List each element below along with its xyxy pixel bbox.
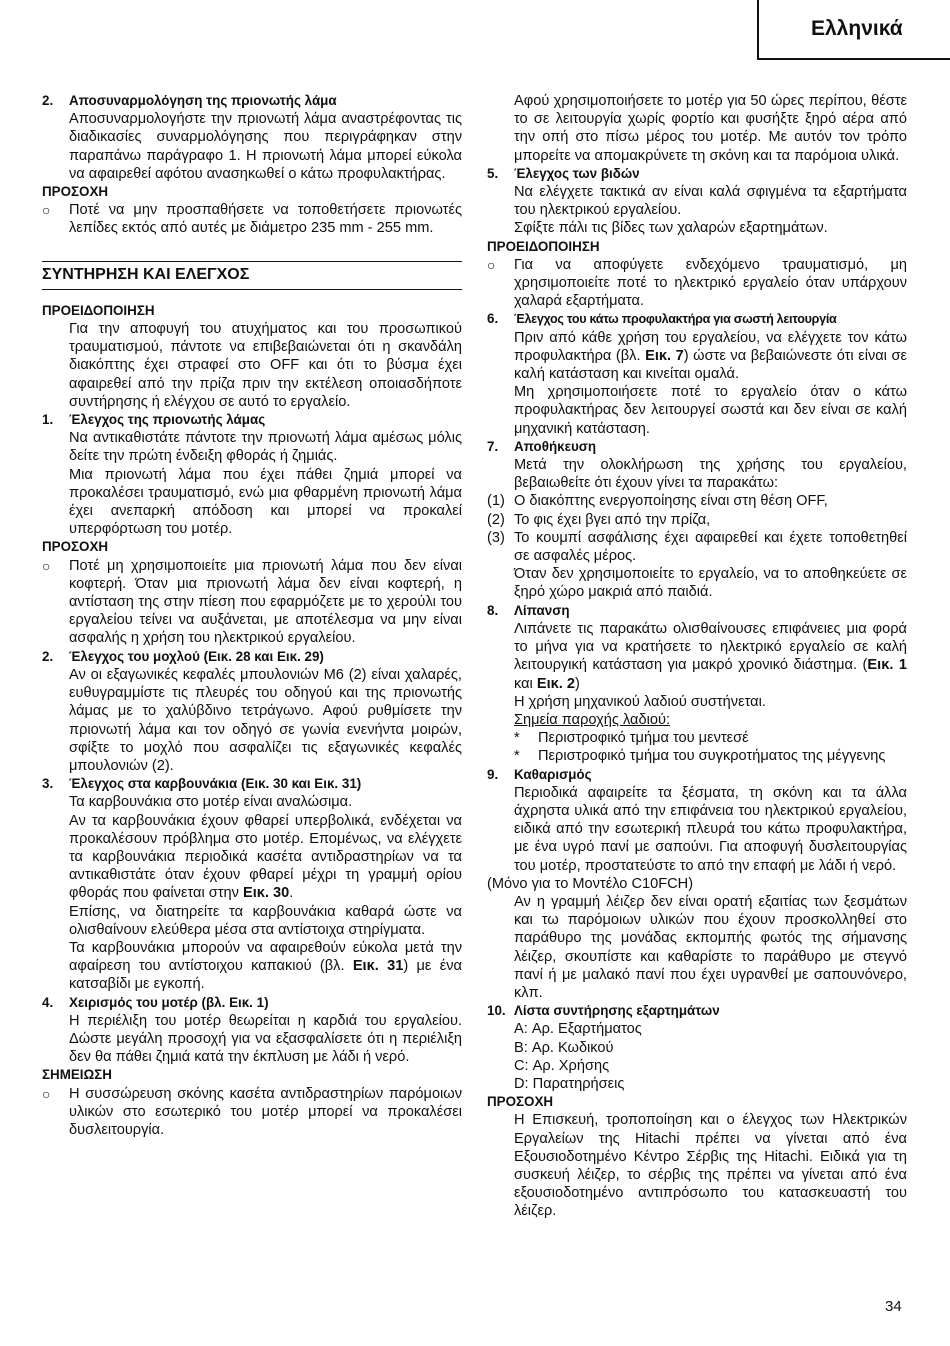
circle-bullet-icon: ○ [42,202,51,219]
paragraph [42,812,462,903]
text: Πριν από κάθε χρήση του εργαλείου, να ελέγχετε τον κάτω προφυλακτήρα (βλ. [514,329,907,364]
section-title: Έλεγχος στα καρβουνάκια (Εικ. 30 και Εικ. 31) [69,776,362,792]
paragraph [487,329,907,384]
section-number: 10. [487,1003,506,1019]
section-number: 4. [42,994,54,1010]
section-title: Λίπανση [514,602,570,618]
bullet-text: Η συσσώρευση σκόνης κασέτα αντιδραστηρίων παρόμοιων υλικών στο εσωτερικό του μοτέρ μπορεί να προκαλέσει δυσλειτουργία. [69,1085,462,1138]
list-text: Ο διακόπτης ενεργοποίησης είναι στη θέση OFF, [514,493,828,510]
language-tab [757,0,950,60]
page-number: 34 [885,1298,902,1315]
list-item [487,529,907,565]
section-heading [487,438,907,456]
paragraph: Η Επισκευή, τροποποίηση και ο έλεγχος των Ηλεκτρικών Εργαλείων της Hitachi πρέπει να γίνεται από ένα Εξουσιοδοτημένο Κέντρο Σέρβις της Hitachi. Ειδικά για τη συσκευή λέιζερ, το σέρβις της πρέπει να γίνεται από ένα εξουσιοδοτημένο αντιπρόσωπο του κατασκευαστή του λέιζερ. [514,1112,907,1220]
circle-bullet-icon: ○ [42,557,51,574]
section-heading [42,92,462,110]
paragraph [487,620,907,693]
paragraph: Μετά την ολοκλήρωση της χρήσης του εργαλείου, βεβαιωθείτε ότι έχουν γίνει τα παρακάτω: [514,457,907,492]
section-number: 7. [487,438,499,454]
list-number: (2) [487,511,505,528]
text: ) ώστε να βεβαιώνεστε ότι είναι σε καλή κατάσταση και κινείται ομαλά. [514,347,908,383]
list-item: B: Αρ. Κωδικού [514,1039,614,1056]
paragraph: Τα καρβουνάκια στο μοτέρ είναι αναλώσιμα. [69,794,353,811]
paragraph: (Μόνο για το Μοντέλο C10FCH) [487,875,694,892]
paragraph [487,711,907,729]
paragraph: Περιοδικά αφαιρείτε τα ξέσματα, τη σκόνη και τα άλλα άχρηστα υλικά από την επιφάνεια του ηλεκτρικού εργαλείου, ειδικά από την εσωτερική πλευρά του κάτω προφυλακτήρα, με ένα υγρό πανί με σαπούνι. Για αποφυγή δυσλειτουργίας του μοτέρ, προστατεύστε το από την επαφή με λάδι ή νερό. [514,784,907,874]
paragraph: Η περιέλιξη του μοτέρ θεωρείται η καρδιά του εργαλείου. Δώστε μεγάλη προσοχή για να εξασφαλίσετε ότι η περιέλιξη δεν θα πάθει ζημιά κατά την έκπλυση με λάδι ή νερό. [69,1012,462,1066]
warning-label: ΠΡΟΕΙΔΟΠΟΙΗΣΗ [42,302,155,318]
bullet-text: Ποτέ μη χρησιμοποιείτε μια πριονωτή λάμα που δεν είναι κοφτερή. Όταν μια πριονωτή λάμα δεν είναι κοφτερή, η αντίσταση της στην πίεση που εφαρμόζετε με το χερούλι του εργαλείου τείνει να αυξάνεται, με αποτέλεσμα να μην είναι ασφαλής η χρήση του ηλεκτρικού εργαλείου. [69,557,462,647]
section-number: 2. [42,93,54,108]
figure-ref: Εικ. 1 [867,657,907,674]
asterisk-bullet-icon: * [514,730,520,747]
section-heading [487,165,907,183]
paragraph: Μη χρησιμοποιήσετε ποτέ το εργαλείο όταν ο κάτω προφυλακτήρας δεν λειτουργεί σωστά και δεν είναι σε καλή μηχανική κατάσταση. [514,384,907,437]
list-text: Το φις έχει βγει από την πρίζα, [514,511,711,528]
text: Αν τα καρβουνάκια έχουν φθαρεί υπερβολικά, ενδέχεται να προκαλέσουν πρόβλημα στο μοτέρ. Επομένως, να ελέγχετε τα καρβουνάκια περιοδικά κασέτα αντιδραστηρίων να τα αντικαθιστάτε όταν έχουν φθαρεί μέχρι τη γραμμή ορίου φθοράς που φαίνεται στην [69,812,462,902]
list-item: A: Αρ. Εξαρτήματος [514,1021,642,1038]
section-heading [487,310,907,328]
paragraph: Η χρήση μηχανικού λαδιού συστήνεται. [514,693,766,710]
right-column [487,92,907,1221]
section-title: Αποσυναρμολόγηση της πριονωτής λάμα [69,93,337,108]
section-number: 5. [487,165,499,181]
section-heading [42,648,462,666]
bullet-text: Περιστροφικό τμήμα του συγκροτήματος της μέγγενης [538,748,886,765]
section-number: 6. [487,311,499,327]
text: ) [575,675,580,692]
paragraph: Να αντικαθιστάτε πάντοτε την πριονωτή λάμα αμέσως μόλις δείτε την πρώτη ένδειξη φθοράς ή ζημιάς. [69,430,462,465]
text: Λιπάνετε τις παρακάτω ολισθαίνουσες επιφάνειες μια φορά το μήνα για να κρατήσετε το ηλεκτρικό εργαλείο σε καλή λειτουργική κατάσταση για μακρό χρονικό διάστημα. ( [514,620,907,674]
left-column [42,92,462,1139]
figure-ref: Εικ. 2 [536,675,576,692]
section-title: Έλεγχος του κάτω προφυλακτήρα για σωστή λειτουργία [514,312,837,327]
paragraph [42,939,462,994]
section-number: 8. [487,602,499,618]
paragraph: Αφού χρησιμοποιήσετε το μοτέρ για 50 ώρες περίπου, θέστε το σε λειτουργία χωρίς φορτίο και φυσήξτε ξηρό αέρα από την οπή στο πίσω μέρος του μοτέρ. Με αυτόν τον τρόπο μπορείτε να απομακρύνετε τη σκόνη και τα παρόμοια υλικά. [514,93,907,164]
figure-ref: Εικ. 30 [243,885,290,902]
bullet-item [42,1085,462,1140]
section-heading [487,602,907,620]
section-heading [42,775,462,793]
paragraph: Σφίξτε πάλι τις βίδες των χαλαρών εξαρτημάτων. [514,220,828,237]
circle-bullet-icon: ○ [42,1085,51,1102]
figure-ref: Εικ. 7 [645,347,684,364]
list-number: (1) [487,493,505,510]
note-label: ΣΗΜΕΙΩΣΗ [42,1067,112,1083]
text: και [514,675,537,692]
section-title: Έλεγχος της πριονωτής λάμας [69,412,266,428]
list-number: (3) [487,529,505,546]
section-title: Καθαρισμός [514,766,592,782]
section-number: 3. [42,776,54,792]
text: ) με ένα κατσαβίδι με εγκοπή. [69,958,462,993]
section-title: Λίστα συντήρησης εξαρτημάτων [514,1003,720,1019]
section-title: Χειρισμός του μοτέρ (βλ. Εικ. 1) [69,994,269,1010]
paragraph: Αν οι εξαγωνικές κεφαλές μπουλονιών M6 (2) είναι χαλαρές, ευθυγραμμίστε τις πλευρές του οδηγού και της πριονωτής λάμας με το χαλύβδινο τετράγωνο. Αφού ρυθμίσετε την πριονωτή λάμα και τον οδηγό σε γωνία ενενήντα μοιρών, σφίξτε το μοχλό που ασφαλίζει τις εξαγωνικές κεφαλές μπουλονιών (2). [69,666,462,774]
bullet-text: Περιστροφικό τμήμα του μεντεσέ [538,730,749,747]
text: Τα καρβουνάκια μπορούν να αφαιρεθούν εύκολα μετά την αφαίρεση του αντίστοιχου καπακιού (βλ. [69,939,462,975]
warning-label: ΠΡΟΕΙΔΟΠΟΙΗΣΗ [487,238,600,254]
list-item [487,492,907,510]
section-title: Αποθήκευση [514,438,597,454]
section-number: 2. [42,648,54,664]
section-number: 9. [487,766,499,782]
list-item: C: Αρ. Χρήσης [514,1057,610,1074]
underlined-text: Σημεία παροχής λαδιού: [514,711,671,728]
paragraph: Να ελέγχετε τακτικά αν είναι καλά σφιγμένα τα εξαρτήματα του ηλεκτρικού εργαλείου. [514,184,907,219]
language-label: Ελληνικά [811,17,903,40]
maintenance-section-title: ΣΥΝΤΗΡΗΣΗ ΚΑΙ ΕΛΕΓΧΟΣ [42,261,462,290]
paragraph: Αν η γραμμή λέιζερ δεν είναι ορατή εξαιτίας των ξεσμάτων και τω παρόμοιων υλικών που έχουν προσκολληθεί στο παράθυρο της μονάδας εκπομπής φωτός της σήμανσης λέιζερ, σκουπίστε και καθαρίστε το παράθυρο με στεγνό πανί ή με μαλακό πανί που έχει υγρανθεί με σαπουνόνερο, κλπ. [514,893,907,1001]
bullet-text: Για να αποφύγετε ενδεχόμενο τραυματισμό, μη χρησιμοποιείτε ποτέ το ηλεκτρικό εργαλείο όταν υπάρχουν χαλαρά εξαρτήματα. [514,256,907,310]
circle-bullet-icon: ○ [487,256,496,273]
paragraph: Αποσυναρμολογήστε την πριονωτή λάμα αναστρέφοντας τις διαδικασίες συναρμολόγησης που περιγράφηκαν στην παραπάνω παράγραφο 1. Η πριονωτή λάμα μπορεί εύκολα να αφαιρεθεί αφότου ανασηκωθεί ο κάτω προφυλακτήρας. [69,111,462,182]
bullet-text: Ποτέ να μην προσπαθήσετε να τοποθετήσετε πριονωτές λεπίδες εκτός από αυτές με διάμετρο 235 mm - 255 mm. [69,202,462,237]
asterisk-bullet-icon: * [514,748,520,765]
caution-label: ΠΡΟΣΟΧΗ [42,539,109,555]
section-heading [487,1002,907,1020]
bullet-item [42,557,462,648]
bullet-item [487,747,907,765]
figure-ref: Εικ. 31 [352,958,404,975]
text: . [289,885,294,902]
section-heading [42,411,462,429]
paragraph: Μια πριονωτή λάμα που έχει πάθει ζημιά μπορεί να προκαλέσει τραυματισμό, ενώ μια φθαρμένη πριονωτή λάμα έχει ανεπαρκή απόδοση και μπορεί να προκαλεί υπερφόρτωση του μοτέρ. [69,466,462,538]
section-number: 1. [42,412,54,428]
section-heading [42,994,462,1012]
list-item: D: Παρατηρήσεις [514,1075,625,1092]
list-text: Το κουμπί ασφάλισης έχει αφαιρεθεί και έχετε τοποθετηθεί σε ασφαλές μέρος. [514,529,907,565]
bullet-item [487,256,907,311]
caution-label: ΠΡΟΣΟΧΗ [487,1094,554,1110]
paragraph: Όταν δεν χρησιμοποιείτε το εργαλείο, να το αποθηκεύετε σε ξηρό χώρο μακριά από παιδιά. [514,566,907,601]
bullet-item [42,201,462,237]
paragraph: Επίσης, να διατηρείτε τα καρβουνάκια καθαρά ώστε να ολισθαίνουν ελεύθερα μέσα στα αντίστοιχα στηρίγματα. [69,903,462,938]
section-title: Έλεγχος του μοχλού (Εικ. 28 και Εικ. 29) [69,648,324,664]
caution-label: ΠΡΟΣΟΧΗ [42,184,109,200]
paragraph: Για την αποφυγή του ατυχήματος και του προσωπικού τραυματισμού, πάντοτε να επιβεβαιώνεται ότι η σκανδάλη διακόπτης έχει στραφεί στο OFF και ότι το βύσμα έχει αφαιρεθεί από την πρίζα πριν την εκτέλεση οποιασδήποτε συντήρησης ή ελέγχου σε αυτό το εργαλείο. [69,321,462,410]
section-heading [487,766,907,784]
section-title: Έλεγχος των βιδών [514,165,640,181]
bullet-item [487,729,907,747]
list-item [487,511,907,529]
